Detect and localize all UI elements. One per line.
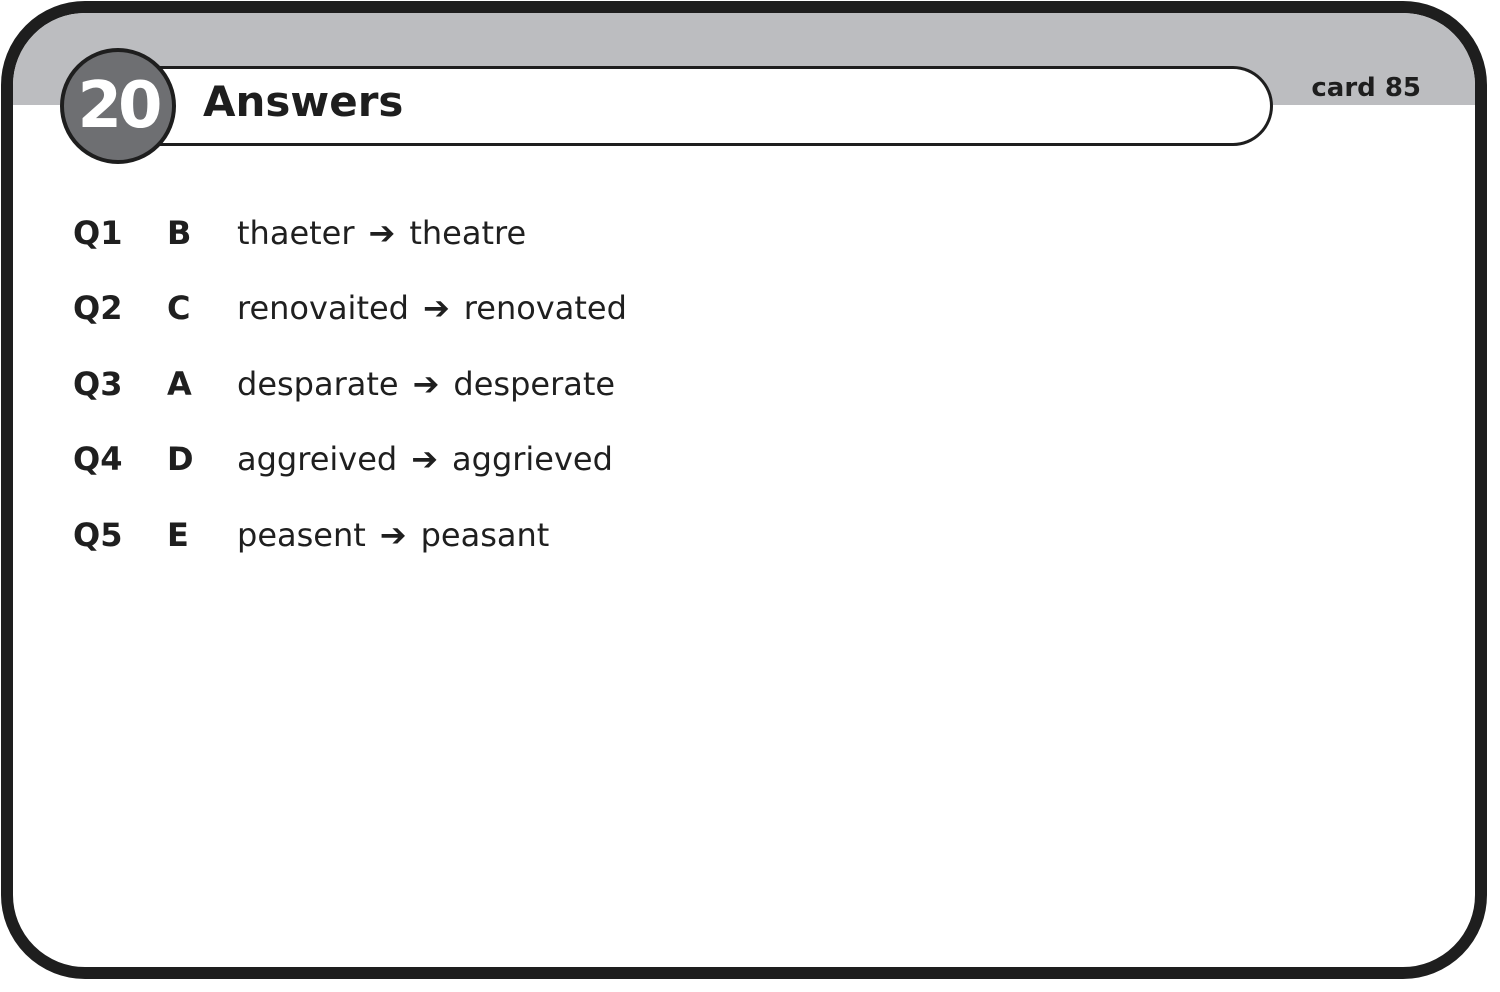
corrected-word: aggrieved (452, 440, 613, 479)
answer-row (73, 195, 627, 271)
question-label: Q4 (73, 440, 123, 479)
right-arrow-icon: ➔ (379, 515, 407, 554)
unit-number-badge: 20 (60, 48, 176, 164)
right-arrow-icon: ➔ (412, 364, 440, 403)
corrected-word: peasant (420, 515, 550, 554)
right-arrow-icon: ➔ (422, 289, 450, 328)
corrected-word: theatre (409, 213, 527, 252)
answer-list (73, 195, 627, 573)
question-label: Q1 (73, 213, 123, 252)
answer-letter: D (167, 440, 194, 479)
answer-letter: A (167, 364, 192, 403)
misspelled-word: desparate (237, 364, 399, 403)
answer-row (73, 422, 627, 498)
corrected-word: renovated (463, 289, 627, 328)
corrected-word: desperate (453, 364, 616, 403)
misspelled-word: peasent (237, 515, 366, 554)
right-arrow-icon: ➔ (368, 213, 396, 252)
answer-row (73, 497, 627, 573)
question-label: Q5 (73, 515, 123, 554)
answer-letter: E (167, 515, 189, 554)
misspelled-word: thaeter (237, 213, 355, 252)
misspelled-word: renovaited (237, 289, 409, 328)
answer-letter: B (167, 213, 192, 252)
right-arrow-icon: ➔ (411, 440, 439, 479)
page-title: Answers (203, 77, 404, 126)
answer-letter: C (167, 289, 191, 328)
answer-row (73, 346, 627, 422)
question-label: Q3 (73, 364, 123, 403)
answer-card (1, 1, 1487, 979)
misspelled-word: aggreived (237, 440, 398, 479)
answer-row (73, 271, 627, 347)
question-label: Q2 (73, 289, 123, 328)
card-number: card 85 (1311, 73, 1421, 103)
